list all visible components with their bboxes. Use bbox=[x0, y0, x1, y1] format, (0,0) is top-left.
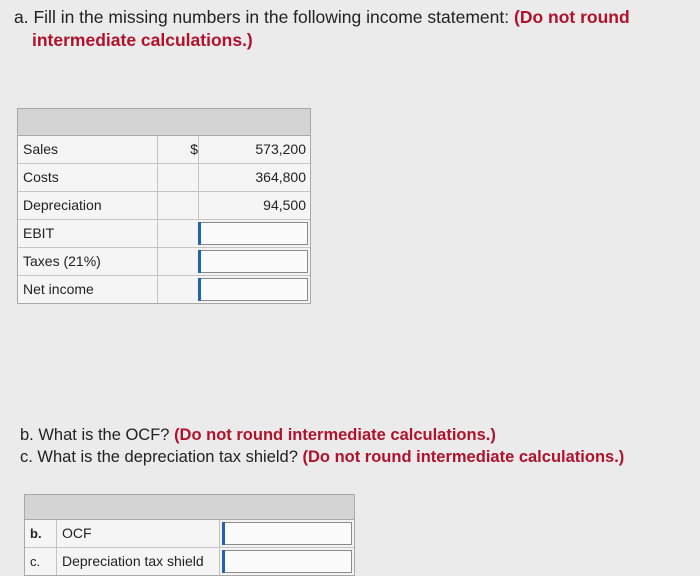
depreciation-tax-shield-input[interactable] bbox=[222, 550, 352, 573]
currency-symbol: $ bbox=[158, 136, 198, 163]
table-row-ebit bbox=[18, 220, 310, 248]
row-value: 94,500 bbox=[198, 192, 310, 219]
table-row-ocf bbox=[25, 520, 354, 548]
row-letter: c. bbox=[25, 548, 57, 575]
row-value: 573,200 bbox=[198, 136, 310, 163]
row-label: EBIT bbox=[18, 220, 158, 247]
symbol-spacer bbox=[158, 248, 198, 275]
table-row-net-income bbox=[18, 276, 310, 303]
row-label: Depreciation tax shield bbox=[57, 548, 220, 575]
row-label: Net income bbox=[18, 276, 158, 303]
question-a bbox=[14, 6, 684, 52]
income-statement-table bbox=[17, 108, 311, 304]
row-label: Sales bbox=[18, 136, 158, 163]
row-label: Depreciation bbox=[18, 192, 158, 219]
question-b-note: (Do not round intermediate calculations.) bbox=[174, 426, 496, 444]
question-a-note-line2: intermediate calculations.) bbox=[32, 30, 253, 50]
income-statement-header bbox=[18, 109, 310, 136]
question-c bbox=[20, 446, 690, 468]
row-letter: b. bbox=[25, 520, 57, 547]
ocf-input[interactable] bbox=[222, 522, 352, 545]
answers-table bbox=[24, 494, 355, 576]
table-row-sales bbox=[18, 136, 310, 164]
ebit-input[interactable] bbox=[198, 222, 308, 245]
question-c-note: (Do not round intermediate calculations.) bbox=[302, 448, 625, 466]
currency-symbol bbox=[158, 164, 198, 191]
table-row-depreciation-tax-shield bbox=[25, 548, 354, 575]
row-label: Costs bbox=[18, 164, 158, 191]
table-row-depreciation bbox=[18, 192, 310, 220]
question-a-prefix: a. bbox=[14, 7, 29, 27]
symbol-spacer bbox=[158, 276, 198, 303]
questions-b-c bbox=[20, 424, 690, 468]
net-income-input[interactable] bbox=[198, 278, 308, 301]
row-label: OCF bbox=[57, 520, 220, 547]
answers-table-header bbox=[25, 495, 354, 520]
row-value: 364,800 bbox=[198, 164, 310, 191]
question-a-text: Fill in the missing numbers in the following income statement: bbox=[33, 7, 510, 27]
symbol-spacer bbox=[158, 220, 198, 247]
question-a-note-line1: (Do not round bbox=[514, 7, 630, 27]
taxes-input[interactable] bbox=[198, 250, 308, 273]
table-row-costs bbox=[18, 164, 310, 192]
row-label: Taxes (21%) bbox=[18, 248, 158, 275]
table-row-taxes bbox=[18, 248, 310, 276]
currency-symbol bbox=[158, 192, 198, 219]
question-b bbox=[20, 424, 690, 446]
question-c-text: c. What is the depreciation tax shield? bbox=[20, 448, 298, 466]
question-b-text: b. What is the OCF? bbox=[20, 426, 170, 444]
